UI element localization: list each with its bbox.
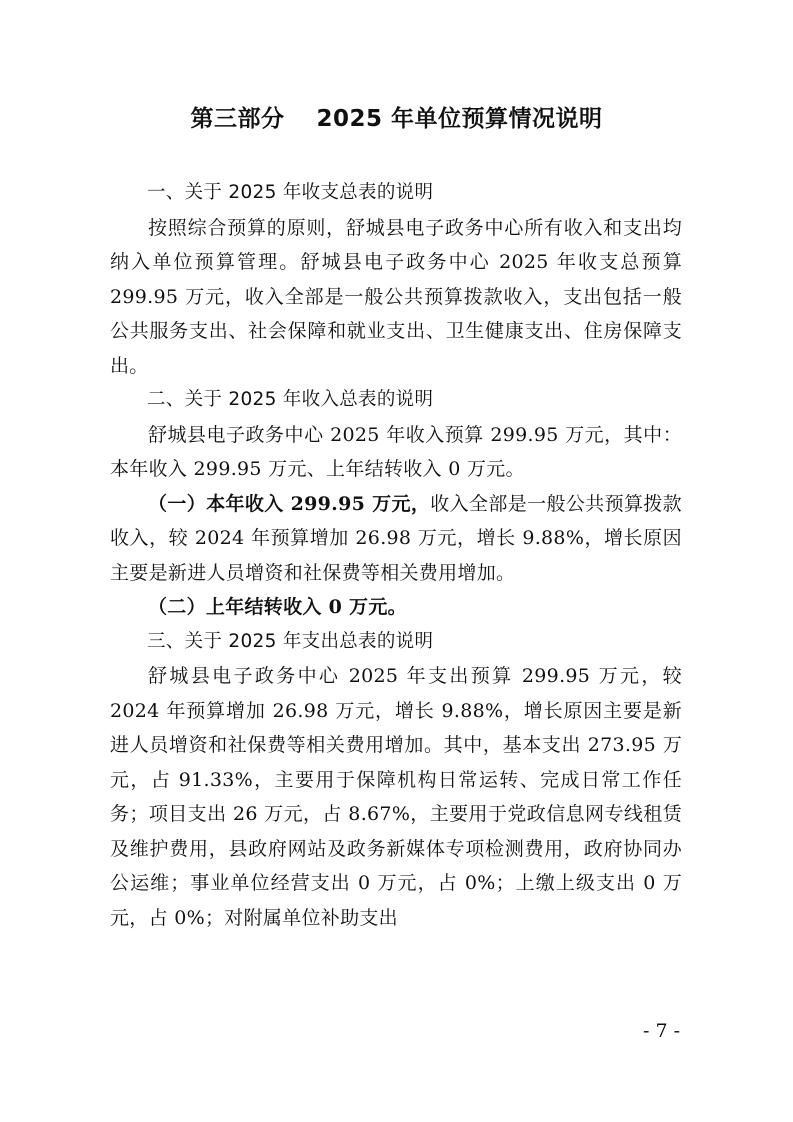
paragraph: 舒城县电子政务中心 2025 年收入预算 299.95 万元，其中：本年收入 299.95 万元、上年结转收入 0 万元。 <box>110 423 682 480</box>
page-number: - 7 - <box>642 1020 680 1042</box>
subsection-text: 收入全部是一般公共预算拨款收入，较 2024 年预算增加 26.98 万元，增长 9.88%，增长原因主要是新进人员增资和社保费等相关费用增加。 <box>110 492 682 584</box>
section-heading: 二、关于 2025 年收入总表的说明 <box>147 389 434 410</box>
subsection-paragraph <box>110 487 682 591</box>
section-heading: 三、关于 2025 年支出总表的说明 <box>147 630 434 652</box>
paragraph: 按照综合预算的原则，舒城县电子政务中心所有收入和支出均纳入单位预算管理。舒城县电子政务中心 2025 年收支总预算 299.95 万元，收入全部是一般公共预算拨款收入，支出包括一般公共服务支出、社会保障和就业支出、卫生健康支出、住房保障支出。 <box>110 216 682 377</box>
subsection-label: （一）本年收入 299.95 万元， <box>148 492 431 515</box>
section-heading: 一、关于 2025 年收支总表的说明 <box>147 182 434 203</box>
page-title: 第三部分 2025 年单位预算情况说明 <box>190 106 603 132</box>
document-body <box>110 176 682 935</box>
paragraph: 舒城县电子政务中心 2025 年支出预算 299.95 万元，较 2024 年预算增加 26.98 万元，增长 9.88%，增长原因主要是新进人员增资和社保费等相关费用增加。其中，基本支出 273.95 万元，占 91.33%，主要用于保障机构日常运转、完成日常工作任务；项目支出 26 万元，占 8.67%，主要用于党政信息网专线租赁及维护费用，县政府网站及政务新媒体专项检测费用，政府协同办公运维；事业单位经营支出 0 万元，占 0%；上缴上级支出 0 万元，占 0%；对附属单位补助支出 <box>110 665 682 929</box>
subsection-label: （二）上年结转收入 0 万元。 <box>148 596 407 618</box>
